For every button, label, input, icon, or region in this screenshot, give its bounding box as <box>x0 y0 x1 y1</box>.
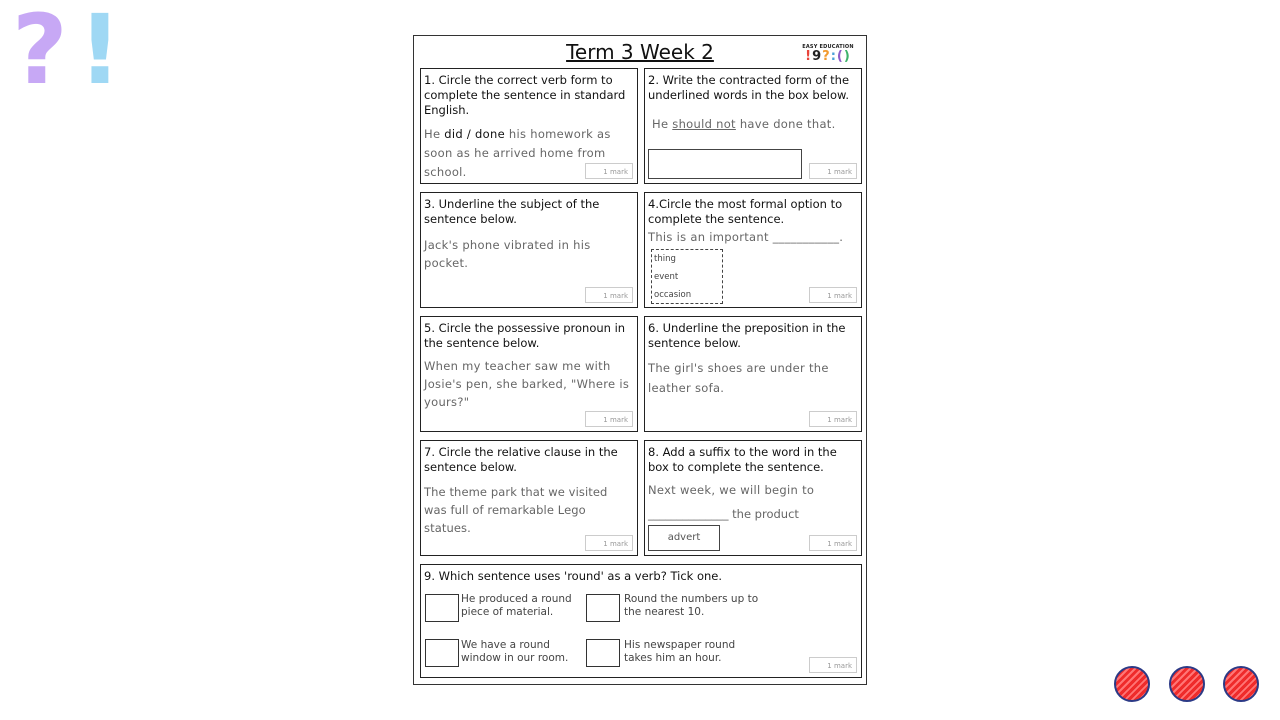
mark-label: 1 mark <box>809 535 857 551</box>
root-word: advert <box>667 532 701 543</box>
mark-label: 1 mark <box>809 287 857 303</box>
tick-box-1[interactable] <box>425 594 459 622</box>
mark-label: 1 mark <box>585 287 633 303</box>
question-5-prompt: 5. Circle the possessive pronoun in the sentence below. <box>424 321 626 350</box>
tick-box-2[interactable] <box>586 594 620 622</box>
question-6-box <box>644 316 862 432</box>
question-mark-decoration: ? <box>12 0 68 106</box>
worksheet <box>413 35 867 685</box>
tick-box-3[interactable] <box>425 639 459 667</box>
formal-options-box <box>651 249 723 304</box>
red-scribble-dot-2[interactable] <box>1169 666 1205 702</box>
question-8-line-2[interactable]: ______________ the product <box>648 507 799 521</box>
question-8-box <box>644 440 862 556</box>
question-2-sentence: He should not have done that. <box>652 117 836 131</box>
option-1-label: He produced a round piece of material. <box>461 593 572 618</box>
mark-label: 1 mark <box>585 411 633 427</box>
question-7-box <box>420 440 638 556</box>
question-4-prompt: 4.Circle the most formal option to complete the sentence. <box>648 197 843 226</box>
tick-box-4[interactable] <box>586 639 620 667</box>
verb-options: did / done <box>444 127 505 141</box>
logo-symbols: !9?:() <box>805 49 851 64</box>
question-4-sentence: This is an important ___________. <box>648 230 844 244</box>
option-2-label: Round the numbers up to the nearest 10. <box>624 593 759 618</box>
option-occasion[interactable]: occasion <box>654 290 692 300</box>
worksheet-title: Term 3 Week 2 <box>566 40 714 64</box>
question-3-box <box>420 192 638 308</box>
question-4-box <box>644 192 862 308</box>
exclamation-mark-decoration: ! <box>78 0 122 106</box>
red-scribble-dot-3[interactable] <box>1223 666 1259 702</box>
option-event[interactable]: event <box>654 272 679 282</box>
question-2-prompt: 2. Write the contracted form of the underlined words in the box below. <box>648 73 850 102</box>
mark-label: 1 mark <box>809 163 857 179</box>
root-word-box <box>648 525 720 551</box>
question-3-prompt: 3. Underline the subject of the sentence below. <box>424 197 600 226</box>
mark-label: 1 mark <box>809 411 857 427</box>
question-5-sentence[interactable]: When my teacher saw me with Josie's pen, she barked, "Where is yours?" <box>424 359 630 409</box>
question-6-sentence[interactable]: The girl's shoes are under the leather sofa. <box>648 361 829 395</box>
mark-label: 1 mark <box>585 163 633 179</box>
question-3-sentence[interactable]: Jack's phone vibrated in his pocket. <box>424 238 591 270</box>
logo-text: EASY EDUCATION <box>802 44 854 50</box>
question-1-box <box>420 68 638 184</box>
question-1-prompt: 1. Circle the correct verb form to complete the sentence in standard English. <box>424 73 626 117</box>
question-9-box <box>420 564 862 678</box>
question-9-prompt: 9. Which sentence uses 'round' as a verb? Tick one. <box>424 569 723 583</box>
question-7-prompt: 7. Circle the relative clause in the sentence below. <box>424 445 618 474</box>
question-2-box <box>644 68 862 184</box>
mark-label: 1 mark <box>585 535 633 551</box>
question-8-line-1: Next week, we will begin to <box>648 483 815 497</box>
option-4-label: His newspaper round takes him an hour. <box>624 639 736 664</box>
contraction-answer-box[interactable] <box>648 149 802 179</box>
red-scribble-dot-1[interactable] <box>1114 666 1150 702</box>
underlined-words: should not <box>672 117 736 131</box>
option-3-label: We have a round window in our room. <box>461 639 569 664</box>
question-7-sentence[interactable]: The theme park that we visited was full of remarkable Lego statues. <box>424 485 608 535</box>
question-8-prompt: 8. Add a suffix to the word in the box to complete the sentence. <box>648 445 837 474</box>
question-1-sentence[interactable]: He did / done his homework as soon as he arrived home from school. <box>424 127 611 179</box>
mark-label: 1 mark <box>809 657 857 673</box>
option-thing[interactable]: thing <box>654 254 676 264</box>
easy-education-logo <box>800 44 856 64</box>
question-5-box <box>420 316 638 432</box>
question-6-prompt: 6. Underline the preposition in the sentence below. <box>648 321 846 350</box>
